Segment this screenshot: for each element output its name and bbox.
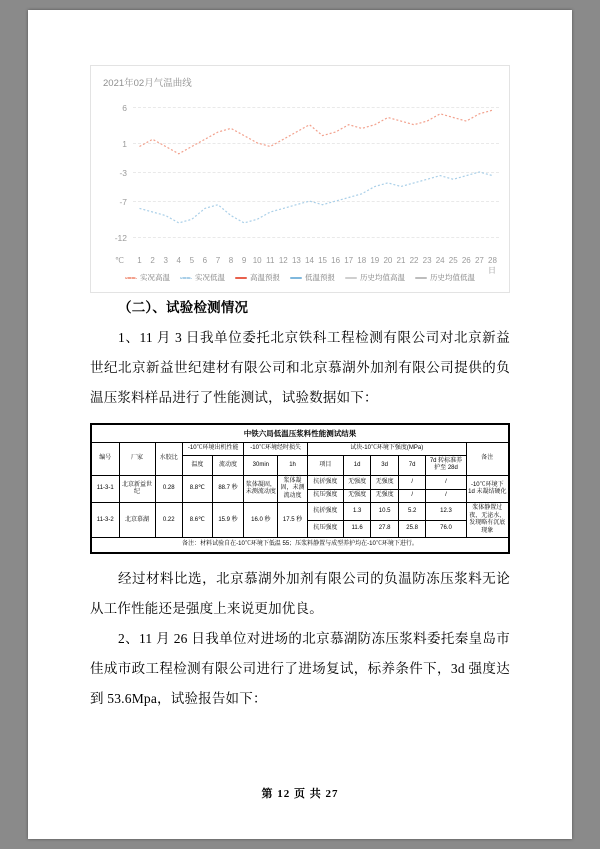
cell-d1: 无强度 bbox=[343, 475, 371, 489]
chart-legend bbox=[91, 272, 509, 283]
cell-id: 11-3-2 bbox=[92, 503, 120, 538]
th-maker: 厂家 bbox=[119, 443, 155, 476]
chart-x-tick: 19 bbox=[370, 256, 380, 265]
chart-x-tick: 5 bbox=[189, 256, 195, 265]
chart-x-tick: 25 bbox=[448, 256, 458, 265]
table-row bbox=[92, 503, 509, 521]
cell-d1: 11.6 bbox=[343, 520, 371, 538]
chart-x-tick: 16 bbox=[331, 256, 341, 265]
legend-label: 实况高温 bbox=[140, 273, 170, 282]
page-content bbox=[90, 65, 510, 714]
chart-title: 2021年02月气温曲线 bbox=[103, 78, 192, 89]
legend-color-swatch bbox=[415, 277, 427, 279]
chart-legend-item[interactable] bbox=[235, 272, 280, 283]
chart-series-svg bbox=[133, 92, 499, 252]
legend-color-swatch bbox=[180, 277, 192, 279]
legend-label: 低温预报 bbox=[305, 273, 335, 282]
cell-temp: 8.6℃ bbox=[183, 503, 213, 538]
table-note: 备注：材料试验自在-10℃环境下低温 55；压浆料静置与成型养护均在-10℃环境下进行。 bbox=[92, 538, 509, 553]
table-title: 中铁六局低温压浆料性能测试结果 bbox=[92, 425, 509, 443]
th-d28: 7d 转标准养护至 28d bbox=[426, 455, 466, 475]
cell-d3: 无强度 bbox=[371, 489, 399, 503]
cell-wc: 0.22 bbox=[155, 503, 183, 538]
cell-d28: 12.3 bbox=[426, 503, 466, 521]
chart-x-tick: 4 bbox=[176, 256, 181, 265]
cell-maker: 北京新益世纪 bbox=[119, 475, 155, 503]
chart-x-tick: 14 bbox=[305, 256, 314, 265]
chart-x-tick: 11 bbox=[266, 256, 275, 265]
cell-d28: 76.0 bbox=[426, 520, 466, 538]
cell-remark: -10℃环境下 1d 未凝结硬化 bbox=[466, 475, 508, 503]
cell-d28: / bbox=[426, 489, 466, 503]
cell-loss30: 浆体凝固，未测流动度 bbox=[244, 475, 278, 503]
chart-x-tick: 8 bbox=[228, 256, 234, 265]
cell-d3: 27.8 bbox=[371, 520, 399, 538]
table-row bbox=[92, 475, 509, 489]
th-id: 编号 bbox=[92, 443, 120, 476]
chart-x-tick: 17 bbox=[344, 256, 354, 265]
chart-legend-item[interactable] bbox=[125, 272, 170, 283]
chart-x-tick: 9 bbox=[241, 256, 247, 265]
cell-id: 11-3-1 bbox=[92, 475, 120, 503]
legend-color-swatch bbox=[345, 277, 357, 279]
cell-d7: 25.8 bbox=[398, 520, 426, 538]
cell-item: 抗压强度 bbox=[307, 489, 343, 503]
chart-y-tick: 1 bbox=[122, 138, 127, 149]
th-temp: 温度 bbox=[183, 455, 213, 475]
paragraph-1: 1、11 月 3 日我单位委托北京铁科工程检测有限公司对北京新益世纪北京新益世纪建材有限公司和北京慕湖外加剂有限公司提供的负温压浆料样品进行了性能测试，试验数据如下： bbox=[90, 330, 510, 405]
th-group-loss: -10℃环境经时损失 bbox=[244, 443, 307, 456]
chart-y-tick: -12 bbox=[114, 233, 127, 244]
chart-legend-item[interactable] bbox=[290, 272, 335, 283]
th-d7: 7d bbox=[398, 455, 426, 475]
chart-x-tick: 21 bbox=[396, 256, 406, 265]
chart-x-tick: 15 bbox=[318, 256, 327, 265]
cell-item: 抗折强度 bbox=[307, 475, 343, 489]
chart-x-tick: 10 bbox=[252, 256, 262, 265]
cell-d3: 无强度 bbox=[371, 475, 399, 489]
th-item: 项目 bbox=[307, 455, 343, 475]
th-d1: 1d bbox=[343, 455, 371, 475]
document-page bbox=[28, 10, 572, 839]
cell-d3: 10.5 bbox=[371, 503, 399, 521]
cell-item: 抗折强度 bbox=[307, 503, 343, 521]
temperature-chart bbox=[90, 65, 510, 293]
chart-x-tick: 23 bbox=[422, 256, 432, 265]
chart-legend-item[interactable] bbox=[180, 272, 225, 283]
cell-d1: 1.3 bbox=[343, 503, 371, 521]
cell-d7: / bbox=[398, 475, 426, 489]
chart-x-tick: 7 bbox=[215, 256, 221, 265]
chart-x-tick: 6 bbox=[202, 256, 208, 265]
chart-x-tick: 13 bbox=[291, 256, 301, 265]
chart-legend-item[interactable] bbox=[345, 272, 405, 283]
page-footer: 第 12 页 共 27 bbox=[261, 788, 339, 800]
th-wc: 水胶比 bbox=[155, 443, 183, 476]
chart-x-tick: 2 bbox=[150, 256, 155, 265]
paragraph-3: 2、11 月 26 日我单位对进场的北京慕湖防冻压浆料委托秦皇岛市佳成市政工程检测有限公司进行了进场复试，标养条件下，3d 强度达到 53.6Mpa，试验报告如下： bbox=[90, 630, 510, 706]
cell-wc: 0.28 bbox=[155, 475, 183, 503]
chart-y-tick: -7 bbox=[119, 197, 127, 208]
legend-label: 实况低温 bbox=[195, 273, 225, 282]
chart-x-tick: 12 bbox=[278, 256, 288, 265]
chart-x-unit: ℃ bbox=[115, 256, 124, 265]
th-remark: 备注 bbox=[466, 443, 508, 476]
chart-legend-item[interactable] bbox=[415, 272, 475, 283]
chart-plot-area bbox=[114, 92, 499, 252]
chart-x-axis bbox=[133, 256, 499, 275]
cell-d7: / bbox=[398, 489, 426, 503]
chart-x-tick: 22 bbox=[409, 256, 419, 265]
cell-d28: / bbox=[426, 475, 466, 489]
section-heading: （二）、试验检测情况 bbox=[118, 300, 249, 315]
th-flow: 流动度 bbox=[212, 455, 244, 475]
th-d3: 3d bbox=[371, 455, 399, 475]
legend-color-swatch bbox=[125, 277, 137, 279]
th-group-out: -10℃环境出机性能 bbox=[183, 443, 244, 456]
chart-x-tick: 3 bbox=[163, 256, 168, 265]
chart-x-tick: 24 bbox=[435, 256, 445, 265]
paragraph-2: 经过材料比选，北京慕湖外加剂有限公司的负温防冻压浆料无论从工作性能还是强度上来说更加优良。 bbox=[90, 570, 510, 616]
chart-x-tick: 1 bbox=[137, 256, 142, 265]
chart-y-tick: -3 bbox=[119, 168, 127, 178]
cell-loss1h: 17.5 秒 bbox=[278, 503, 308, 538]
cell-item: 抗压强度 bbox=[307, 520, 343, 538]
legend-label: 高温预报 bbox=[250, 273, 280, 282]
th-loss30: 30min bbox=[244, 455, 278, 475]
chart-x-tick: 18 bbox=[357, 256, 367, 265]
cell-maker: 北京慕湖 bbox=[119, 503, 155, 538]
chart-x-tick: 26 bbox=[461, 256, 471, 265]
chart-x-tick: 20 bbox=[383, 256, 393, 265]
cell-remark: 浆体静置过夜，无泌水，发现略有沉底现象 bbox=[466, 503, 508, 538]
legend-label: 历史均值高温 bbox=[360, 273, 405, 282]
cell-loss30: 16.0 秒 bbox=[244, 503, 278, 538]
legend-color-swatch bbox=[290, 277, 302, 279]
test-result-table bbox=[90, 423, 510, 554]
th-group-strength: 试块-10℃环境下强度(MPa) bbox=[307, 443, 466, 456]
chart-y-tick: 6 bbox=[122, 102, 127, 113]
legend-color-swatch bbox=[235, 277, 247, 279]
th-loss1h: 1h bbox=[278, 455, 308, 475]
chart-x-tick: 28日 bbox=[488, 256, 497, 275]
chart-x-tick: 27 bbox=[474, 256, 484, 265]
cell-temp: 8.8℃ bbox=[183, 475, 213, 503]
cell-flow: 15.9 秒 bbox=[212, 503, 244, 538]
cell-loss1h: 浆体凝固，未测流动度 bbox=[278, 475, 308, 503]
cell-d7: 5.2 bbox=[398, 503, 426, 521]
cell-d1: 无强度 bbox=[343, 489, 371, 503]
cell-flow: 88.7 秒 bbox=[212, 475, 244, 503]
legend-label: 历史均值低温 bbox=[430, 273, 475, 282]
